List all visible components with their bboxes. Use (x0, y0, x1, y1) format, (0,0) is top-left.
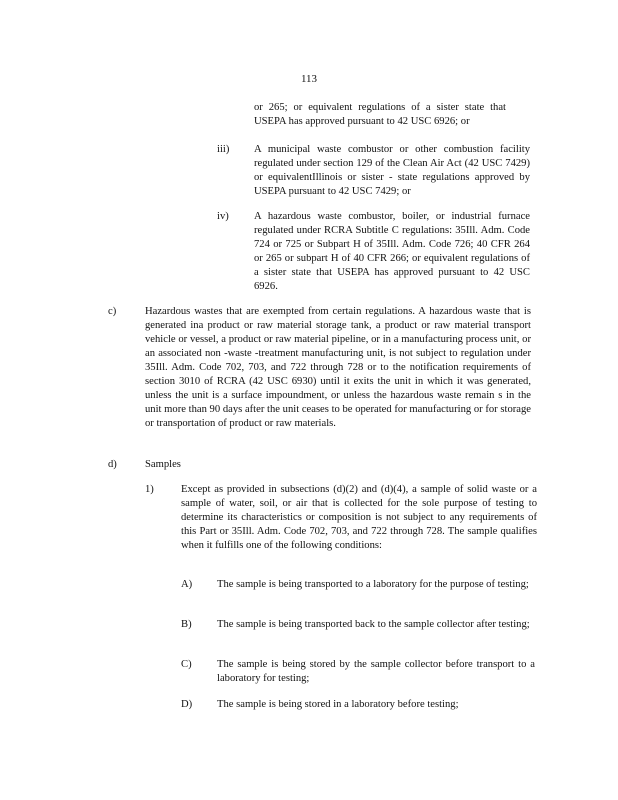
page-number: 113 (300, 73, 318, 85)
section-d-title: Samples (145, 459, 181, 470)
section-c-label: c) (108, 306, 117, 317)
list-item-text: A municipal waste combustor or other combustion facility regulated under section 129 of the Clean Air Act (42 USC 7429) or equivalentIllinois or sister - state regulations approved by USEPA pursuant to 42 USC 7429; or (254, 144, 530, 197)
item-1-text: Except as provided in subsections (d)(2) and (d)(4), a sample of solid waste or a sample of water, soil, or air that is collected for the sole purpose of testing to determine its characteristics or composition is not subject to any requirements of this Part or 35Ill. Adm. Code 702, 703, and 722 through 728. The sample qualifies when it fulfills one of the following conditions: (181, 484, 537, 551)
condition-label: A) (181, 579, 193, 590)
section-d-label: d) (108, 459, 117, 470)
condition-text: The sample is being transported to a laboratory for the purpose of testing; (217, 579, 529, 590)
continuation-paragraph: or 265; or equivalent regulations of a sister state that USEPA has approved pursuant to 42 USC 6926; or (254, 102, 506, 127)
item-1-label: 1) (145, 484, 154, 495)
condition-label: C) (181, 659, 192, 670)
list-item-text: A hazardous waste combustor, boiler, or industrial furnace regulated under RCRA Subtitle C regulations: 35Ill. Adm. Code 724 or 725 or Subpart H of 35Ill. Adm. Code 726; 40 CFR 264 or 265 or subpart H of 40 CFR 266; or equivalent regulations of a sister state that USEPA has approved pursuant to 42 USC 6926. (254, 211, 530, 292)
condition-label: D) (181, 699, 193, 710)
list-item-label: iii) (217, 144, 230, 155)
condition-text: The sample is being stored by the sample collector before transport to a laboratory for testing; (217, 659, 535, 684)
condition-label: B) (181, 619, 192, 630)
condition-text: The sample is being stored in a laboratory before testing; (217, 699, 459, 710)
section-c-text: Hazardous wastes that are exempted from certain regulations. A hazardous waste that is generated ina product or raw material storage tank, a product or raw material transport vehicle or vessel, a product or raw material pipeline, or in a manufacturing process unit, or an associated non -waste -treatment manufacturing unit, is not subject to regulation under 35Ill. Adm. Code 702, 703, and 722 through 728 or to the notification requirements of section 3010 of RCRA (42 USC 6930) until it exits the unit in which it was generated, unless the unit is a surface impoundment, or unless the hazardous waste remain s in the unit more than 90 days after the unit ceases to be operated for manufacturing or for storage or transportation of product or raw materials. (145, 306, 531, 429)
condition-text: The sample is being transported back to the sample collector after testing; (217, 619, 530, 630)
list-item-label: iv) (217, 211, 229, 222)
